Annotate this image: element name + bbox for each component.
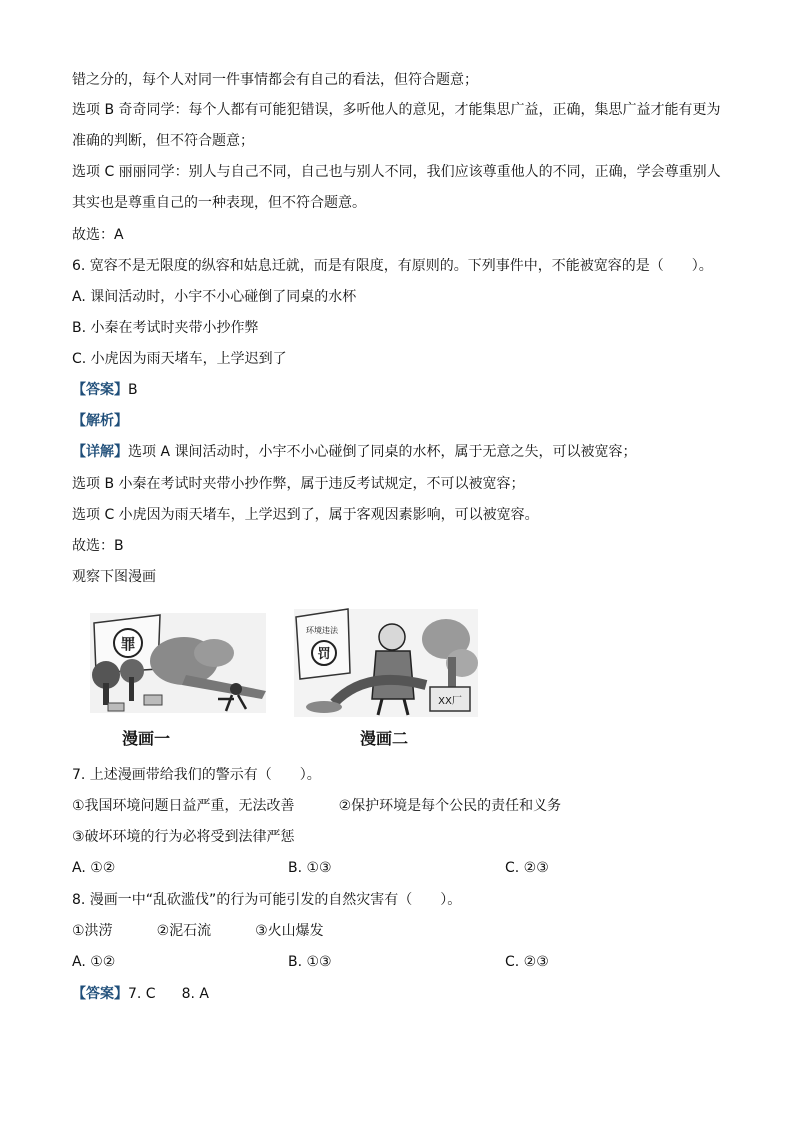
q7-option-c: C. ②③ bbox=[505, 860, 549, 876]
answer-label: 【答案】 bbox=[72, 382, 128, 398]
explanation-line: 选项 B 奇奇同学：每个人都有可能犯错误，多听他人的意见，才能集思广益，正确，集思广益才能有更为 bbox=[72, 102, 721, 118]
q6-analysis-label bbox=[72, 412, 128, 430]
final-answer bbox=[72, 985, 209, 1003]
answer-value: B bbox=[128, 382, 138, 398]
q7-statement: ③破坏环境的行为必将受到法律严惩 bbox=[72, 829, 295, 845]
answer-label: 【答案】 bbox=[72, 986, 128, 1002]
q6-choice: 故选：B bbox=[72, 538, 124, 554]
explanation-line: 其实也是尊重自己的一种表现，但不符合题意。 bbox=[72, 195, 366, 211]
detail-label: 【详解】 bbox=[72, 444, 128, 460]
cartoon-one-caption: 漫画一 bbox=[122, 729, 171, 748]
cartoon-two-drawing bbox=[294, 609, 478, 717]
q8-answer: 8. A bbox=[181, 986, 209, 1002]
explanation-line: 准确的判断，但不符合题意； bbox=[72, 133, 254, 149]
q6-detail-line: 选项 B 小秦在考试时夹带小抄作弊，属于违反考试规定，不可以被宽容； bbox=[72, 476, 525, 492]
cartoon-two-factory-text: XX厂 bbox=[438, 696, 462, 707]
detail-text: 选项 A 课间活动时，小宇不小心碰倒了同桌的水杯，属于无意之失，可以被宽容； bbox=[128, 444, 637, 460]
q8-option-a: A. ①② bbox=[72, 954, 116, 970]
cartoon-illustrations bbox=[86, 603, 478, 751]
q8-statement: ②泥石流 bbox=[156, 923, 212, 939]
q7-answer: 7. C bbox=[128, 986, 156, 1002]
q7-statement: ①我国环境问题日益严重，无法改善 bbox=[72, 798, 295, 814]
q5-choice: 故选：A bbox=[72, 227, 124, 243]
q7-stem: 7. 上述漫画带给我们的警示有（ ）。 bbox=[72, 767, 321, 783]
cartoon-two-banner-text: 环境违法 bbox=[306, 626, 338, 635]
cartoon-two-sign-text: 罚 bbox=[317, 647, 331, 662]
q6-option-b: B. 小秦在考试时夹带小抄作弊 bbox=[72, 320, 259, 336]
q8-statement: ①洪涝 bbox=[72, 923, 113, 939]
q6-detail-line: 选项 C 小虎因为雨天堵车，上学迟到了，属于客观因素影响，可以被宽容。 bbox=[72, 507, 539, 523]
cartoon-one-drawing bbox=[90, 613, 266, 713]
q6-option-c: C. 小虎因为雨天堵车，上学迟到了 bbox=[72, 351, 287, 367]
q8-stem: 8. 漫画一中“乱砍滥伐”的行为可能引发的自然灾害有（ ）。 bbox=[72, 892, 462, 908]
analysis-label: 【解析】 bbox=[72, 413, 128, 429]
q8-statements-row bbox=[72, 922, 324, 940]
q8-option-c: C. ②③ bbox=[505, 954, 549, 970]
q6-stem: 6. 宽容不是无限度的纵容和姑息迁就，而是有限度，有原则的。下列事件中，不能被宽容的是（ ）。 bbox=[72, 258, 713, 274]
q7-statement: ②保护环境是每个公民的责任和义务 bbox=[338, 798, 562, 814]
explanation-line: 错之分的，每个人对同一件事情都会有自己的看法，但符合题意； bbox=[72, 72, 478, 88]
q8-statement: ③火山爆发 bbox=[255, 923, 324, 939]
q8-option-b: B. ①③ bbox=[288, 954, 332, 970]
cartoon-drawings bbox=[86, 603, 478, 723]
q6-detail-line bbox=[72, 443, 636, 461]
q7-statements-row bbox=[72, 797, 561, 815]
q6-option-a: A. 课间活动时，小宇不小心碰倒了同桌的水杯 bbox=[72, 289, 357, 305]
cartoon-two-caption: 漫画二 bbox=[360, 729, 409, 748]
q6-answer bbox=[72, 381, 138, 399]
q7-option-b: B. ①③ bbox=[288, 860, 332, 876]
cartoon-intro: 观察下图漫画 bbox=[72, 569, 156, 585]
explanation-line: 选项 C 丽丽同学：别人与自己不同，自己也与别人不同，我们应该尊重他人的不同，正确，学会尊重别人 bbox=[72, 164, 721, 180]
q7-option-a: A. ①② bbox=[72, 860, 116, 876]
cartoon-one-sign-text: 罪 bbox=[120, 635, 136, 653]
